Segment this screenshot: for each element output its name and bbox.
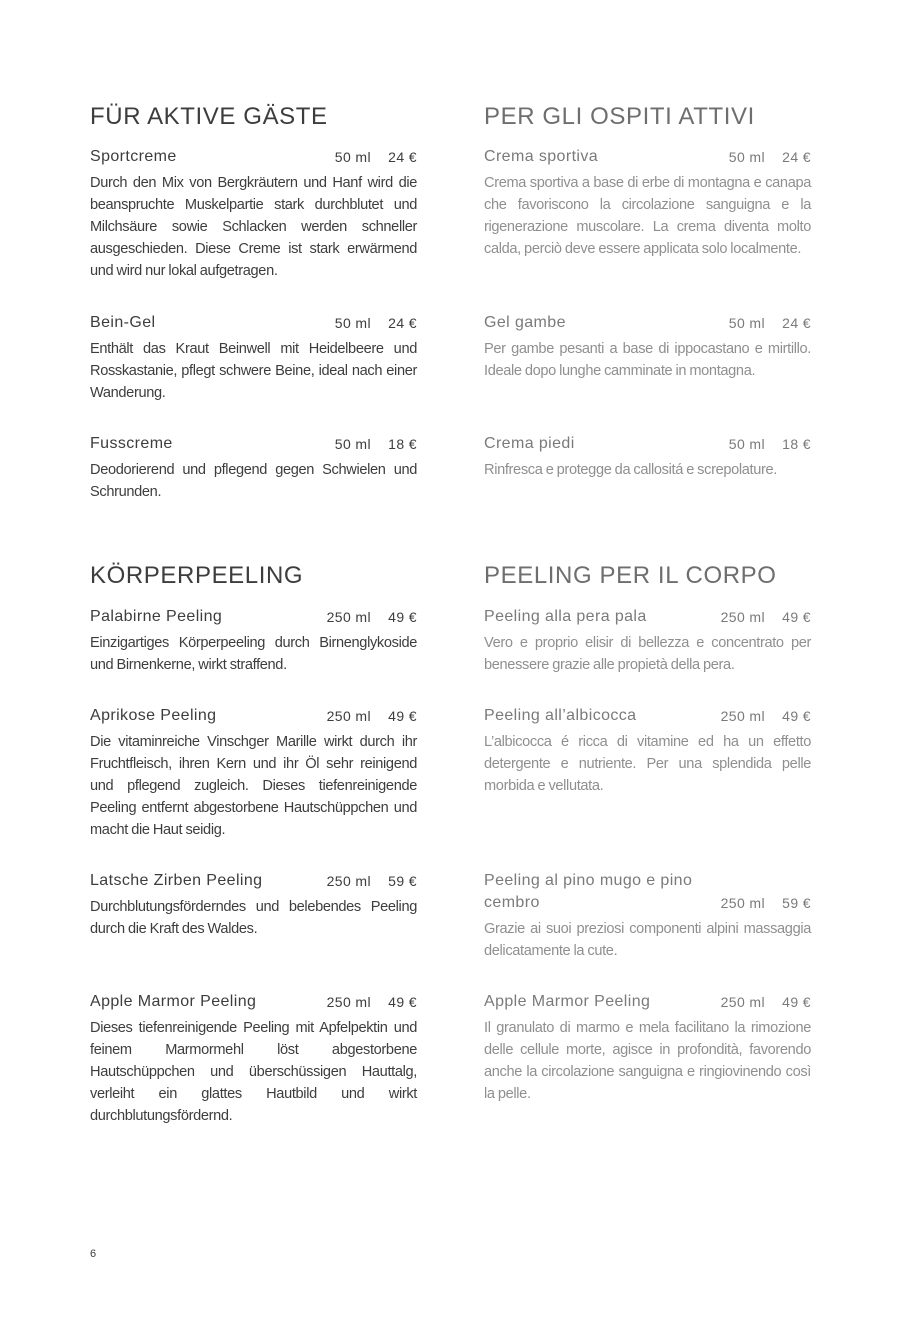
product-item	[484, 705, 811, 797]
product-description: L’albicocca é ricca di vitamine ed ha un effetto detergente e nutriente. Per una splendida pelle morbida e vellutata.	[484, 734, 811, 794]
product-price: 49 €	[782, 994, 811, 1010]
product-name: Sportcreme	[90, 148, 177, 165]
product-description: Einzigartiges Körperpeeling durch Birnenglykoside und Birnenkerne, wirkt straffend.	[90, 635, 417, 673]
product-price: 24 €	[388, 315, 417, 331]
product-name: Crema piedi	[484, 435, 575, 452]
product-name: Fusscreme	[90, 435, 173, 452]
section-title-active-it: PER GLI OSPITI ATTIVI	[484, 103, 755, 130]
product-price: 18 €	[782, 436, 811, 452]
product-item	[90, 146, 417, 282]
product-volume: 50 ml	[334, 315, 371, 331]
product-item	[90, 433, 417, 503]
section-title-peeling-de: KÖRPERPEELING	[90, 562, 304, 589]
product-volume: 250 ml	[720, 609, 765, 625]
product-item	[90, 991, 417, 1127]
product-price: 59 €	[388, 873, 417, 889]
german-column	[90, 0, 417, 1322]
product-volume: 50 ml	[334, 436, 371, 452]
product-name: Latsche Zirben Peeling	[90, 872, 263, 889]
product-description: Dieses tiefenreinigende Peeling mit Apfelpektin und feinem Marmormehl löst abgestorbene Hautschüppchen und überschüssigen Hauttalg, verleiht ein glattes Hautbild und wirkt durchblutungsfördernd.	[90, 1020, 417, 1124]
product-price: 49 €	[782, 708, 811, 724]
product-name: Apple Marmor Peeling	[90, 993, 257, 1010]
product-name: Aprikose Peeling	[90, 707, 217, 724]
product-name: Crema sportiva	[484, 148, 599, 165]
product-price: 59 €	[782, 895, 811, 911]
product-price: 49 €	[388, 994, 417, 1010]
product-price: 49 €	[782, 609, 811, 625]
product-description: Il granulato di marmo e mela facilitano la rimozione delle cellule morte, agisce in profondità, favorendo anche la circolazione sanguigna e ringiovinendo così la pelle.	[484, 1020, 811, 1102]
product-item	[90, 606, 417, 676]
product-price: 24 €	[388, 149, 417, 165]
product-item	[484, 606, 811, 676]
product-volume: 50 ml	[728, 149, 765, 165]
product-volume: 250 ml	[326, 873, 371, 889]
product-description: Durch den Mix von Bergkräutern und Hanf wird die beanspruchte Muskelpartie stark durchblutet und Milchsäure sowie Schlacken werden schneller ausgeschieden. Diese Creme ist stark erwärmend und wird nur lokal aufgetragen.	[90, 175, 417, 279]
product-description: Crema sportiva a base di erbe di montagna e canapa che favoriscono la circolazione sanguigna e la rigenerazione muscolare. La crema diventa molto calda, perciò deve essere applicata solo localmente.	[484, 175, 811, 257]
product-description: Rinfresca e protegge da callositá e screpolature.	[484, 462, 777, 478]
product-name: Gel gambe	[484, 314, 566, 331]
product-price: 24 €	[782, 149, 811, 165]
product-description: Durchblutungsförderndes und belebendes Peeling durch die Kraft des Waldes.	[90, 899, 417, 937]
product-description: Enthält das Kraut Beinwell mit Heidelbeere und Rosskastanie, pflegt schwere Beine, ideal nach einer Wanderung.	[90, 341, 417, 401]
product-description: Deodorierend und pflegend gegen Schwielen und Schrunden.	[90, 462, 417, 500]
product-volume: 250 ml	[720, 895, 765, 911]
page-number: 6	[90, 1248, 97, 1260]
product-name: Peeling all’albicocca	[484, 707, 637, 724]
product-item	[484, 991, 811, 1105]
product-volume: 50 ml	[728, 436, 765, 452]
product-price: 24 €	[782, 315, 811, 331]
product-price: 18 €	[388, 436, 417, 452]
product-volume: 250 ml	[326, 994, 371, 1010]
product-volume: 50 ml	[728, 315, 765, 331]
product-price: 49 €	[388, 609, 417, 625]
product-item	[484, 146, 811, 260]
product-description: Per gambe pesanti a base di ippocastano e mirtillo. Ideale dopo lunghe camminate in montagna.	[484, 341, 811, 379]
italian-column	[484, 0, 811, 1322]
product-volume: 250 ml	[326, 708, 371, 724]
product-item	[484, 312, 811, 382]
product-item	[90, 705, 417, 841]
product-item	[484, 433, 811, 481]
product-name: Bein-Gel	[90, 314, 156, 331]
product-volume: 250 ml	[326, 609, 371, 625]
section-title-peeling-it: PEELING PER IL CORPO	[484, 562, 777, 589]
product-name: Peeling alla pera pala	[484, 608, 647, 625]
product-name: Peeling al pino mugo e pino cembro	[484, 872, 693, 911]
product-description: Vero e proprio elisir di bellezza e concentrato per benessere grazie alle propietà della pera.	[484, 635, 811, 673]
product-volume: 250 ml	[720, 708, 765, 724]
section-title-active-de: FÜR AKTIVE GÄSTE	[90, 103, 328, 130]
product-description: Grazie ai suoi preziosi componenti alpini massaggia delicatamente la cute.	[484, 921, 811, 959]
product-price: 49 €	[388, 708, 417, 724]
product-item	[90, 312, 417, 404]
product-volume: 50 ml	[334, 149, 371, 165]
product-name: Palabirne Peeling	[90, 608, 223, 625]
product-description: Die vitaminreiche Vinschger Marille wirkt durch ihr Fruchtfleisch, ihren Kern und ihr Öl sehr reinigend und pflegend zugleich. Dieses tiefenreinigende Peeling entfernt abgestorbene Hautschüppchen und macht die Haut seidig.	[90, 734, 417, 838]
product-name: Apple Marmor Peeling	[484, 993, 651, 1010]
product-volume: 250 ml	[720, 994, 765, 1010]
product-item	[484, 870, 811, 962]
product-item	[90, 870, 417, 940]
